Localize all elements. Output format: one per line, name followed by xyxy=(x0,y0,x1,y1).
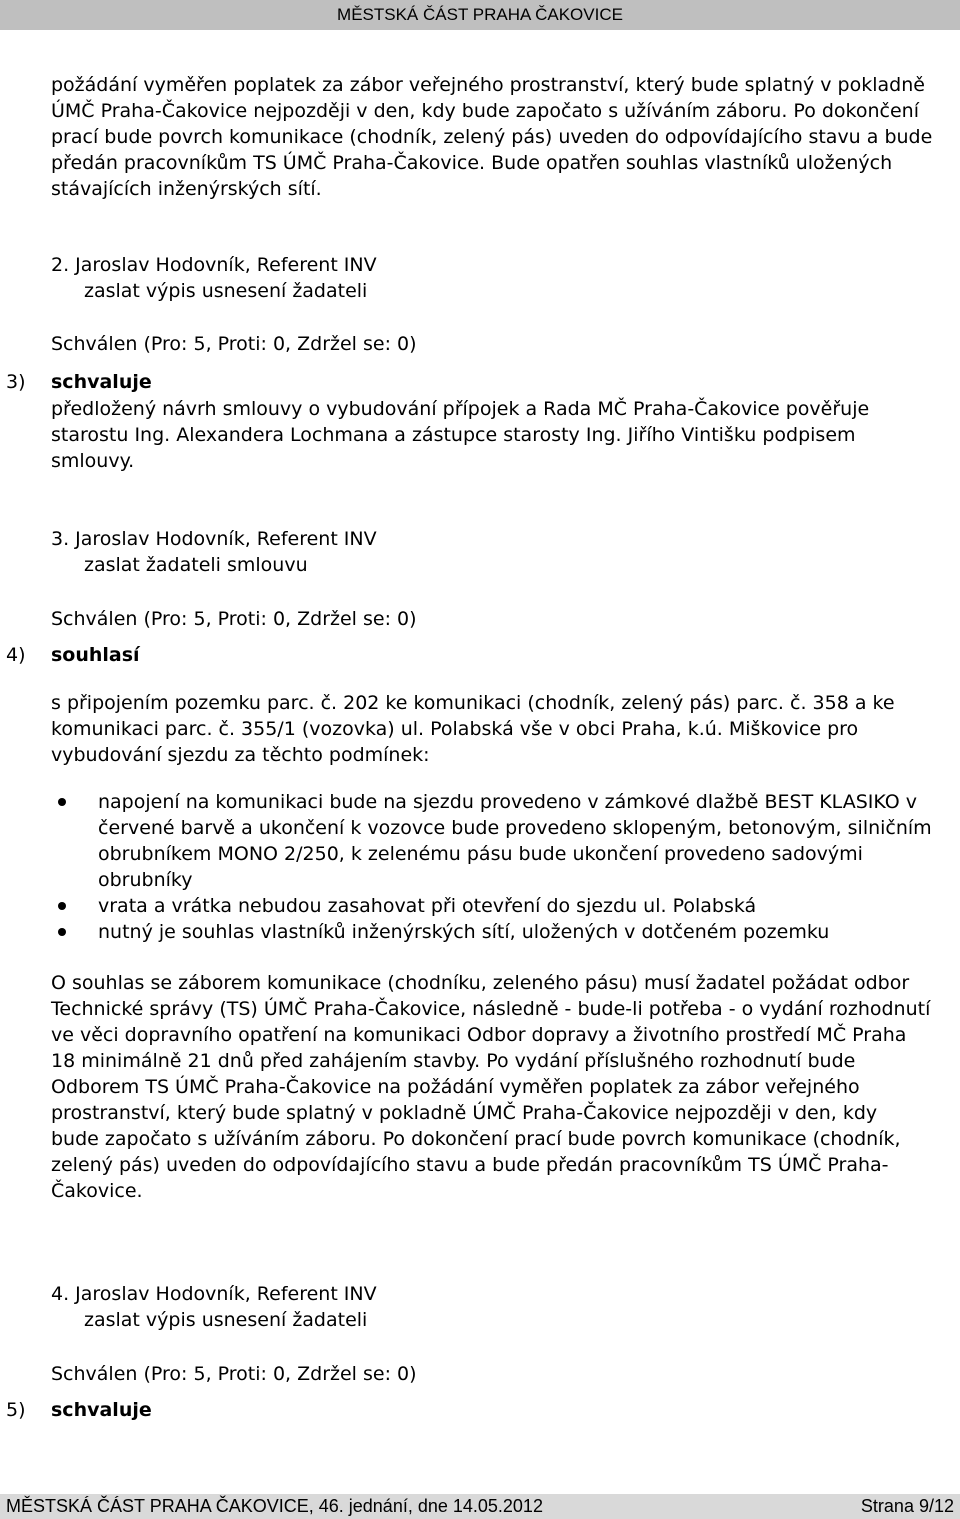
page-header xyxy=(0,0,960,30)
page-footer xyxy=(0,1494,960,1519)
header-title: MĚSTSKÁ ČÁST PRAHA ČAKOVICE xyxy=(337,5,623,24)
item5-keyword: schvaluje xyxy=(51,1399,152,1421)
item3-text: předložený návrh smlouvy o vybudování přípojek a Rada MČ Praha-Čakovice pověřuje starostu Ing. Alexandera Lochmana a zástupce starosty Ing. Jiřího Vintišku podpisem smlouvy. xyxy=(51,398,870,472)
list-item xyxy=(51,789,951,893)
task3-action: zaslat žadateli smlouvu xyxy=(84,554,308,576)
item4-number: 4) xyxy=(6,644,26,666)
conditions-list xyxy=(51,789,951,945)
bullet-icon xyxy=(58,902,66,910)
list-item xyxy=(51,893,951,919)
list-item xyxy=(51,919,951,945)
item5-number: 5) xyxy=(6,1399,26,1421)
item3-keyword: schvaluje xyxy=(51,371,152,393)
task3-title: 3. Jaroslav Hodovník, Referent INV xyxy=(51,528,377,550)
task2-approval: Schválen (Pro: 5, Proti: 0, Zdržel se: 0) xyxy=(51,333,417,355)
item4-closing-paragraph: O souhlas se záborem komunikace (chodníku, zeleného pásu) musí žadatel požádat odbor Technické správy (TS) ÚMČ Praha-Čakovice, následně - bude-li potřeba - o vydání rozhodnutí ve věci dopravního opatření na komunikaci Odbor dopravy a životního prostředí MČ Praha 18 minimálně 21 dnů před zahájením stavby. Po vydání příslušného rozhodnutí bude Odborem TS ÚMČ Praha-Čakovice na požádání vyměřen poplatek za zábor veřejného prostranství, který bude splatný v pokladně ÚMČ Praha-Čakovice nejpozději v den, kdy bude započato s užíváním záboru. Po dokončení prací bude povrch komunikace (chodník, zelený pás) uveden do odpovídajícího stavu a bude předán pracovníkům TS ÚMČ Praha-Čakovice. xyxy=(51,972,931,1202)
task3-approval: Schválen (Pro: 5, Proti: 0, Zdržel se: 0) xyxy=(51,608,417,630)
item4-text: s připojením pozemku parc. č. 202 ke komunikaci (chodník, zelený pás) parc. č. 358 a ke komunikaci parc. č. 355/1 (vozovka) ul. Polabská vše v obci Praha, k.ú. Miškovice pro vybudování sjezdu za těchto podmínek: xyxy=(51,692,895,766)
footer-meeting-info: MĚSTSKÁ ČÁST PRAHA ČAKOVICE, 46. jednání, dne 14.05.2012 xyxy=(6,1496,543,1516)
bullet-icon xyxy=(58,798,66,806)
condition-text: vrata a vrátka nebudou zasahovat při otevření do sjezdu ul. Polabská xyxy=(98,895,757,917)
intro-paragraph: požádání vyměřen poplatek za zábor veřejného prostranství, který bude splatný v pokladně ÚMČ Praha-Čakovice nejpozději v den, kdy bude započato s užíváním záboru. Po dokončení prací bude povrch komunikace (chodník, zelený pás) uveden do odpovídajícího stavu a bude předán pracovníkům TS ÚMČ Praha-Čakovice. Bude opatřen souhlas vlastníků uložených stávajících inženýrských sítí. xyxy=(51,74,933,200)
item4-keyword: souhlasí xyxy=(51,644,140,666)
condition-text: napojení na komunikaci bude na sjezdu provedeno v zámkové dlažbě BEST KLASIKO v červené barvě a ukončení k vozovce bude provedeno sklopeným, betonovým, silničním obrubníkem MONO 2/250, k zelenému pásu bude ukončení provedeno sadovými obrubníky xyxy=(98,791,932,891)
bullet-icon xyxy=(58,928,66,936)
task2-action: zaslat výpis usnesení žadateli xyxy=(84,280,368,302)
item3-number: 3) xyxy=(6,371,26,393)
task2-title: 2. Jaroslav Hodovník, Referent INV xyxy=(51,254,377,276)
footer-page-number: Strana 9/12 xyxy=(860,1496,954,1516)
task4-approval: Schválen (Pro: 5, Proti: 0, Zdržel se: 0) xyxy=(51,1363,417,1385)
task4-action: zaslat výpis usnesení žadateli xyxy=(84,1309,368,1331)
task4-title: 4. Jaroslav Hodovník, Referent INV xyxy=(51,1283,377,1305)
condition-text: nutný je souhlas vlastníků inženýrských sítí, uložených v dotčeném pozemku xyxy=(98,921,830,943)
